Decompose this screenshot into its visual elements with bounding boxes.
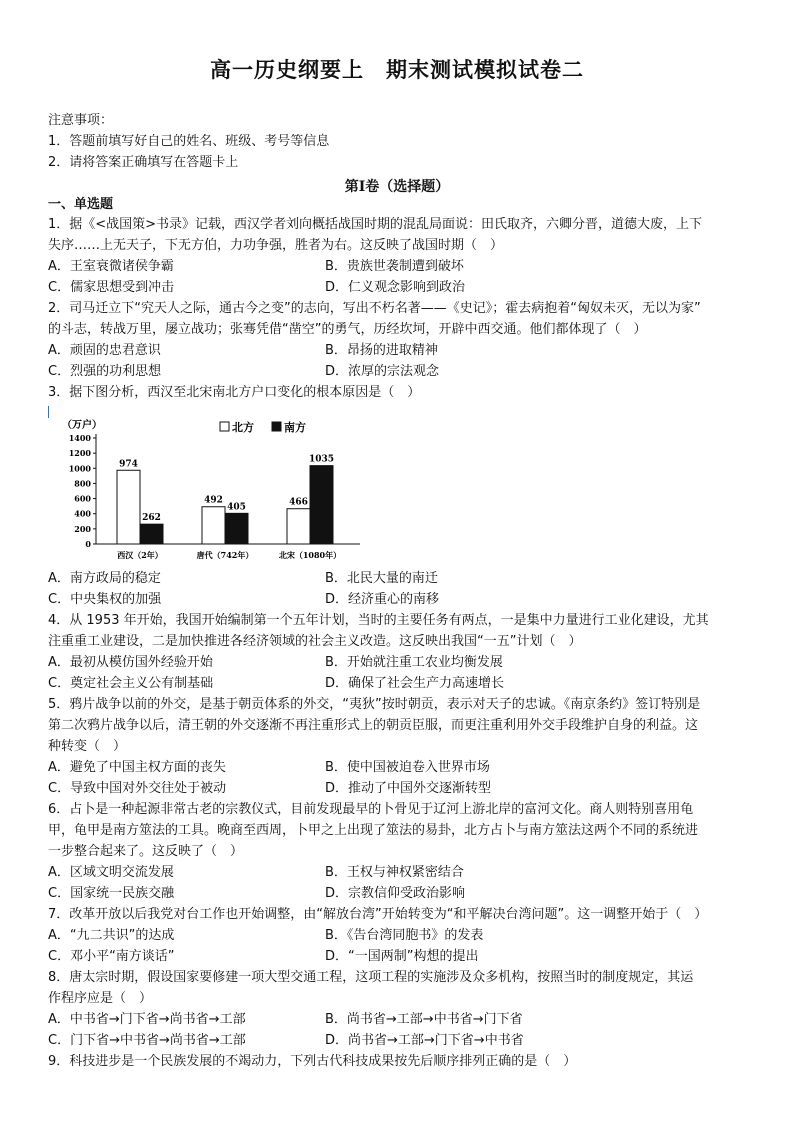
question-5-stem: 种转变（ ） xyxy=(48,739,127,754)
question-1-option-b[interactable]: B．贵族世袭制遭到破坏 xyxy=(325,259,464,274)
legend-label: 南方 xyxy=(284,421,306,434)
bar-north xyxy=(287,509,310,544)
population-chart xyxy=(48,404,368,566)
question-8-option-c[interactable]: C．门下省→中书省→尚书省→工部 xyxy=(48,1033,246,1048)
question-7-option-a[interactable]: A．“九二共识”的达成 xyxy=(48,928,175,943)
y-tick-label: 1400 xyxy=(68,433,91,443)
question-7-option-d[interactable]: D．“一国两制”构想的提出 xyxy=(325,949,479,964)
question-6-option-c[interactable]: C．国家统一民族交融 xyxy=(48,886,175,901)
chart-svg xyxy=(48,404,368,566)
question-8-option-a[interactable]: A．中书省→门下省→尚书省→工部 xyxy=(48,1012,246,1027)
question-2-option-d[interactable]: D．浓厚的宗法观念 xyxy=(325,364,440,379)
question-6-stem: 一步整合起来了。这反映了（ ） xyxy=(48,844,244,859)
question-5-option-d[interactable]: D．推动了中国外交逐渐转型 xyxy=(325,781,492,796)
question-4-stem: 4．从 1953 年开始，我国开始编制第一个五年计划，当时的主要任务有两点，一是集中力量进行工业化建设，尤其 xyxy=(48,613,709,628)
question-3-option-a[interactable]: A．南方政局的稳定 xyxy=(48,571,161,586)
y-axis-ticks xyxy=(69,433,96,549)
y-tick-label: 200 xyxy=(74,523,91,534)
question-3-option-b[interactable]: B．北民大量的南迁 xyxy=(325,571,438,586)
question-2-option-b[interactable]: B．昂扬的进取精神 xyxy=(325,343,438,358)
question-1-option-a[interactable]: A．王室衰微诸侯争霸 xyxy=(48,259,174,274)
x-category-label: 西汉（2年） xyxy=(117,550,163,560)
page-title: 高一历史纲要上 期末测试模拟试卷二 xyxy=(210,58,584,82)
y-tick-label: 0 xyxy=(85,539,91,549)
chart-legend xyxy=(220,420,306,434)
question-8-option-b[interactable]: B．尚书省→工部→中书省→门下省 xyxy=(325,1012,523,1027)
bar-value-label: 262 xyxy=(142,513,161,524)
legend-swatch xyxy=(220,422,229,431)
question-6-stem: 6．占卜是一种起源非常古老的宗教仪式，目前发现最早的卜骨见于辽河上游北岸的富河文化。商人则特别喜用龟 xyxy=(48,802,694,817)
legend-label: 北方 xyxy=(232,421,254,434)
bar-value-label: 1035 xyxy=(308,454,335,465)
question-1-stem: 失序……上无天子，下无方伯，力功争强，胜者为右。这反映了战国时期（ ） xyxy=(48,238,504,253)
question-7-option-c[interactable]: C．邓小平“南方谈话” xyxy=(48,949,175,964)
question-6-stem: 甲，龟甲是南方筮法的工具。晚商至西周，卜甲之上出现了筮法的易卦，北方占卜与南方筮法这两个不同的系统进 xyxy=(48,823,699,838)
question-8-stem: 8．唐太宗时期，假设国家要修建一项大型交通工程，这项工程的实施涉及众多机构，按照当时的制度规定，其运 xyxy=(48,970,694,985)
question-5-option-c[interactable]: C．导致中国对外交往处于被动 xyxy=(48,781,227,796)
question-4-option-c[interactable]: C．奠定社会主义公有制基础 xyxy=(48,676,214,691)
y-tick-label: 1200 xyxy=(68,448,91,459)
x-category-label: 北宋（1080年） xyxy=(278,550,342,560)
question-7-option-b[interactable]: B．《告台湾同胞书》的发表 xyxy=(325,928,484,943)
question-4-option-a[interactable]: A．最初从模仿国外经验开始 xyxy=(48,655,213,670)
question-3-stem: 3．据下图分析，西汉至北宋南北方户口变化的根本原因是（ ） xyxy=(48,385,421,400)
notice-heading: 注意事项： xyxy=(48,113,114,128)
question-4-stem: 注重重工业建设，二是加快推进各经济领域的社会主义改造。这反映出我国“一五”计划（ ） xyxy=(48,634,582,649)
question-2-stem: 的斗志，转战万里，屡立战功；张骞凭借“凿空”的勇气，历经坎坷，开辟中西交通。他们都体现了（ ） xyxy=(48,322,647,337)
question-1-option-c[interactable]: C．儒家思想受到冲击 xyxy=(48,280,175,295)
question-2-stem: 2．司马迁立下“究天人之际，通古今之变”的志向，写出不朽名著——《史记》；霍去病抱着“匈奴未灭，无以为家” xyxy=(48,301,701,316)
question-5-stem: 5．鸦片战争以前的外交，是基于朝贡体系的外交，“夷狄”按时朝贡，表示对天子的忠诚。《南京条约》签订特别是 xyxy=(48,697,701,712)
question-2-option-a[interactable]: A．顽固的忠君意识 xyxy=(48,343,161,358)
bar-south xyxy=(310,466,333,544)
question-3-option-c[interactable]: C．中央集权的加强 xyxy=(48,592,162,607)
question-3-option-d[interactable]: D．经济重心的南移 xyxy=(325,592,440,607)
bar-north xyxy=(117,470,140,544)
x-axis-categories xyxy=(117,550,341,560)
bar-south xyxy=(225,513,248,544)
question-6-option-d[interactable]: D．宗教信仰受政治影响 xyxy=(325,886,466,901)
question-5-option-b[interactable]: B．使中国被迫卷入世界市场 xyxy=(325,760,490,775)
y-tick-label: 800 xyxy=(74,478,91,489)
legend-swatch xyxy=(272,422,281,431)
bar-value-label: 492 xyxy=(204,495,223,506)
bar-value-label: 405 xyxy=(227,502,246,513)
question-6-option-a[interactable]: A．区域文明交流发展 xyxy=(48,865,174,880)
y-axis-label: （万户） xyxy=(62,420,102,431)
question-1-option-d[interactable]: D．仁义观念影响到政治 xyxy=(325,280,466,295)
question-8-stem: 作程序应是（ ） xyxy=(48,991,153,1006)
bar-value-label: 974 xyxy=(119,459,138,470)
section-title: 第Ⅰ卷（选择题） xyxy=(344,179,450,195)
question-9-stem: 9．科技进步是一个民族发展的不竭动力，下列古代科技成果按先后顺序排列正确的是（ ） xyxy=(48,1054,577,1069)
x-category-label: 唐代（742年） xyxy=(196,550,254,560)
y-tick-label: 600 xyxy=(74,493,91,504)
question-6-option-b[interactable]: B．王权与神权紧密结合 xyxy=(325,865,464,880)
question-7-stem: 7．改革开放以后我党对台工作也开始调整，由“解放台湾”开始转变为“和平解决台湾问题”。这一调整开始于（ ） xyxy=(48,907,708,922)
notice-item: 1．答题前填写好自己的姓名、班级、考号等信息 xyxy=(48,134,330,149)
question-5-stem: 第二次鸦片战争以后，清王朝的外交逐渐不再注重形式上的朝贡臣服，而更注重利用外交手段维护自身的利益。这 xyxy=(48,718,699,733)
question-1-stem: 1．据《<战国策>书录》记载，西汉学者刘向概括战国时期的混乱局面说：田氏取齐，六卿分晋，道德大废，上下 xyxy=(48,217,703,232)
bar-value-label: 466 xyxy=(289,497,308,508)
question-4-option-d[interactable]: D．确保了社会生产力高速增长 xyxy=(325,676,505,691)
question-5-option-a[interactable]: A．避免了中国主权方面的丧失 xyxy=(48,760,226,775)
question-2-option-c[interactable]: C．烈强的功利思想 xyxy=(48,364,162,379)
y-tick-label: 1000 xyxy=(68,463,91,474)
question-4-option-b[interactable]: B．开始就注重工农业均衡发展 xyxy=(325,655,503,670)
bar-north xyxy=(202,507,225,544)
y-tick-label: 400 xyxy=(74,508,91,519)
part-heading: 一、单选题 xyxy=(48,197,114,212)
question-8-option-d[interactable]: D．尚书省→工部→门下省→中书省 xyxy=(325,1033,524,1048)
notice-item: 2．请将答案正确填写在答题卡上 xyxy=(48,155,239,170)
bar-south xyxy=(140,524,163,544)
